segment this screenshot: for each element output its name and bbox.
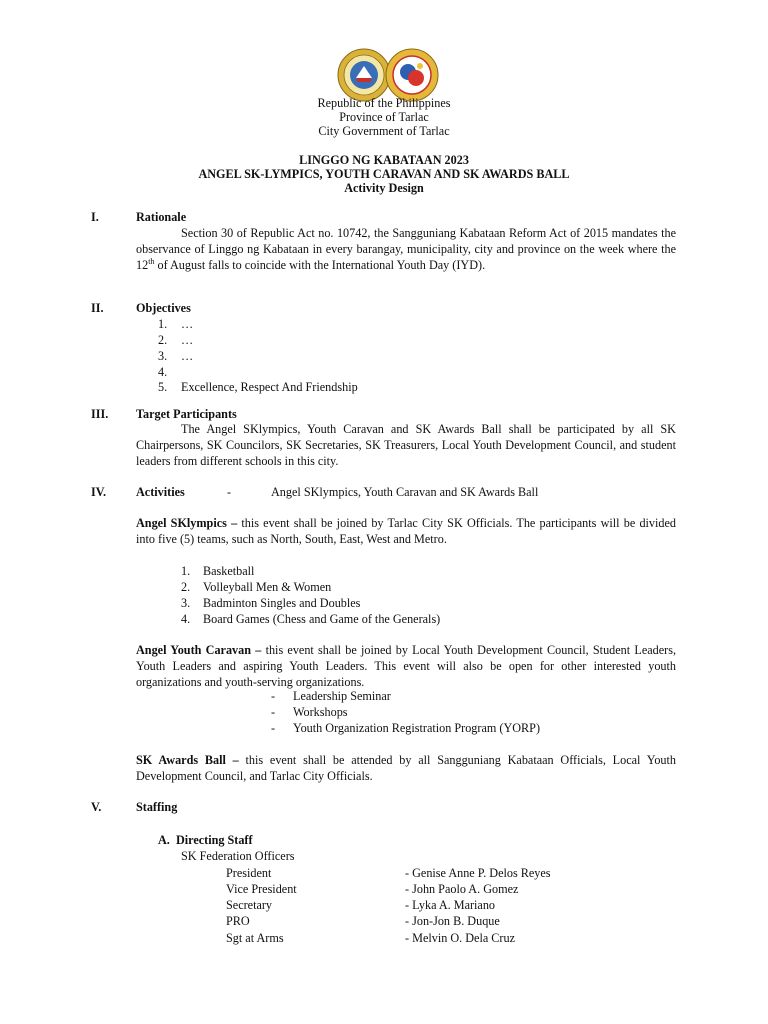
doc-title-line2: ANGEL SK-LYMPICS, YOUTH CARAVAN AND SK AWARDS BALL: [198, 167, 570, 181]
section-4-number: IV.: [91, 485, 107, 499]
header-city: City Government of Tarlac: [318, 124, 450, 138]
sklympics-paragraph: Angel SKlympics – this event shall be joined by Tarlac City SK Officials. The participants will be divided into five (5) teams, such as North, South, East, West and Metro.: [136, 516, 676, 546]
staff-role-sgt-at-arms: Sgt at Arms: [226, 931, 284, 945]
section-5-title: Staffing: [136, 800, 178, 814]
section-4-title: Activities: [136, 485, 185, 499]
section-2-title: Objectives: [136, 301, 191, 315]
staff-role-secretary: Secretary: [226, 898, 273, 912]
section-3-title: Target Participants: [136, 407, 237, 421]
activities-subtitle: Angel SKlympics, Youth Caravan and SK Awards Ball: [271, 485, 539, 499]
staff-name-president: - Genise Anne P. Delos Reyes: [405, 866, 551, 880]
caravan-paragraph: Angel Youth Caravan – this event shall be joined by Local Youth Development Council, Student Leaders, Youth Leaders and aspiring Youth Leaders. This event will also be open for other interested youth organizations and youth-serving organizations.: [136, 643, 676, 689]
rationale-body: Section 30 of Republic Act no. 10742, the Sangguniang Kabataan Reform Act of 2015 mandates the observance of Linggo ng Kabataan in every barangay, municipality, city and province on the week where the 12th of August falls to coincide with the International Youth Day (IYD).: [136, 226, 676, 272]
staff-name-pro: - Jon-Jon B. Duque: [405, 914, 500, 928]
awards-ball-paragraph: SK Awards Ball – this event shall be attended by all Sangguniang Kabataan Officials, Local Youth Development Council, and Tarlac City Officials.: [136, 753, 676, 783]
section-5-number: V.: [91, 800, 102, 814]
participants-body: The Angel SKlympics, Youth Caravan and SK Awards Ball shall be participated by all SK Chairpersons, SK Councilors, SK Secretaries, SK Treasurers, Local Youth Development Council, and student leaders from different schools in this city.: [136, 422, 676, 468]
directing-staff-heading: A. Directing Staff: [158, 833, 253, 847]
section-3-number: III.: [91, 407, 109, 421]
doc-title-line1: LINGGO NG KABATAAN 2023: [299, 153, 469, 167]
section-2-number: II.: [91, 301, 104, 315]
sangguniang-kabataan-logo-icon: [385, 48, 439, 102]
activities-dash: -: [227, 485, 232, 499]
staff-name-secretary: - Lyka A. Mariano: [405, 898, 496, 912]
staff-role-president: President: [226, 866, 272, 880]
staff-role-vice-president: Vice President: [226, 882, 297, 896]
staff-role-pro: PRO: [226, 914, 250, 928]
header-province: Province of Tarlac: [339, 110, 429, 124]
doc-title-line3: Activity Design: [344, 181, 424, 195]
header-republic: Republic of the Philippines: [317, 96, 451, 110]
section-1-number: I.: [91, 210, 99, 224]
tarlac-city-seal-icon: [337, 48, 391, 102]
staff-name-vice-president: - John Paolo A. Gomez: [405, 882, 519, 896]
section-1-title: Rationale: [136, 210, 187, 224]
staff-name-sgt-at-arms: - Melvin O. Dela Cruz: [405, 931, 515, 945]
sk-federation-officers-label: SK Federation Officers: [181, 849, 295, 863]
